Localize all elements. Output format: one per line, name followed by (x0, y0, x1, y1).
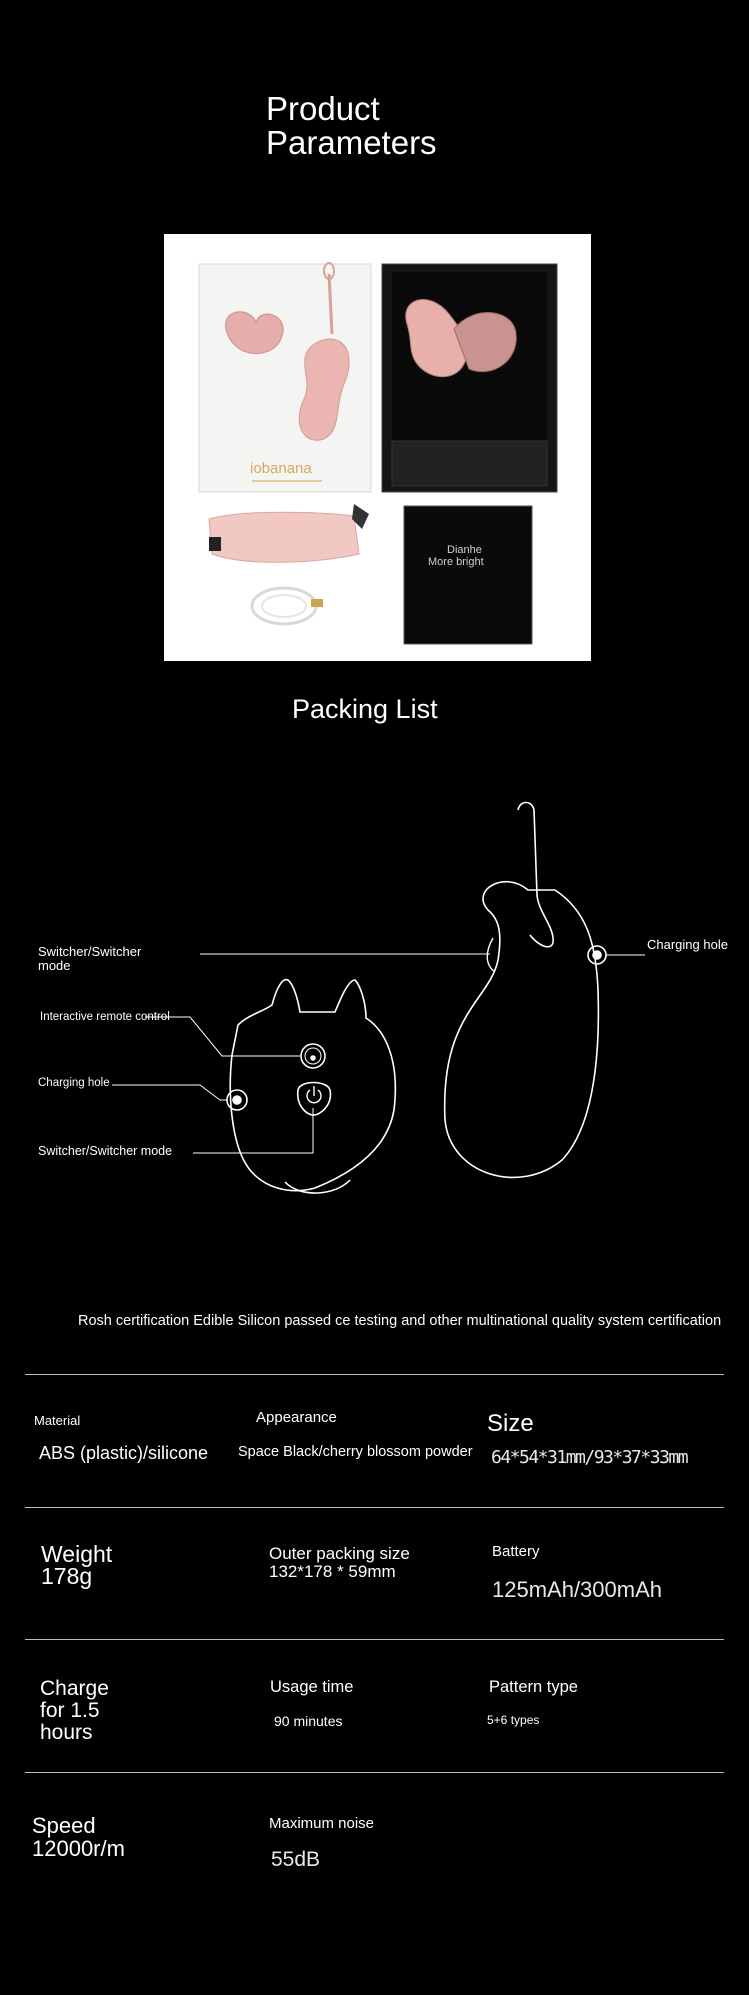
remote-outline (230, 980, 395, 1191)
charge-label: Charge for 1.5 hours (40, 1677, 109, 1744)
max-noise-value: 55dB (271, 1848, 321, 1871)
certification-text: Rosh certification Edible Silicon passed ce testing and other multinational quality system certification (78, 1313, 722, 1329)
speed-label: Speed 12000r/m (32, 1813, 125, 1861)
divider (25, 1374, 724, 1375)
material-value: ABS (plastic)/silicone (39, 1443, 209, 1463)
divider (25, 1639, 724, 1640)
card-text-2: More bright (428, 556, 484, 568)
packing-photo-illustration (164, 234, 591, 661)
max-noise-label: Maximum noise (269, 1815, 375, 1832)
card-text-1: Dianhe (447, 544, 482, 556)
label-charging-right: Charging hole (647, 937, 728, 952)
packing-list-title: Packing List (292, 694, 438, 724)
appearance-label: Appearance (256, 1409, 337, 1426)
material-label: Material (34, 1413, 81, 1428)
battery-value: 125mAh/300mAh (492, 1577, 662, 1602)
weight-label: Weight 178g (41, 1541, 113, 1589)
vibrator-outline (445, 882, 599, 1178)
page-title: Product Parameters (266, 90, 437, 161)
label-switcher-top-mode: mode (38, 958, 71, 973)
divider (25, 1507, 724, 1508)
usage-time-label: Usage time (270, 1678, 354, 1696)
label-switcher-bottom: Switcher/Switcher mode (38, 1144, 173, 1158)
brand-text: iobanana (250, 460, 312, 477)
pattern-type-value: 5+6 types (487, 1713, 540, 1727)
outer-packing-label: Outer packing size 132*178 * 59mm (269, 1544, 410, 1581)
packing-photo (164, 234, 591, 661)
label-charging-left: Charging hole (38, 1077, 110, 1089)
size-value: 64*54*31mm/93*37*33mm (491, 1447, 688, 1468)
appearance-value: Space Black/cherry blossom powder (238, 1444, 473, 1460)
usage-time-value: 90 minutes (274, 1713, 343, 1729)
pouch (209, 512, 359, 562)
pattern-type-label: Pattern type (489, 1678, 578, 1696)
label-switcher-top: Switcher/Switcher (38, 944, 142, 959)
instruction-card (404, 506, 532, 644)
label-interactive: Interactive remote control (40, 1011, 170, 1023)
battery-label: Battery (492, 1543, 540, 1560)
vibrator-antenna (518, 803, 553, 947)
size-label: Size (487, 1410, 534, 1437)
product-diagram (0, 790, 749, 1210)
divider (25, 1772, 724, 1773)
